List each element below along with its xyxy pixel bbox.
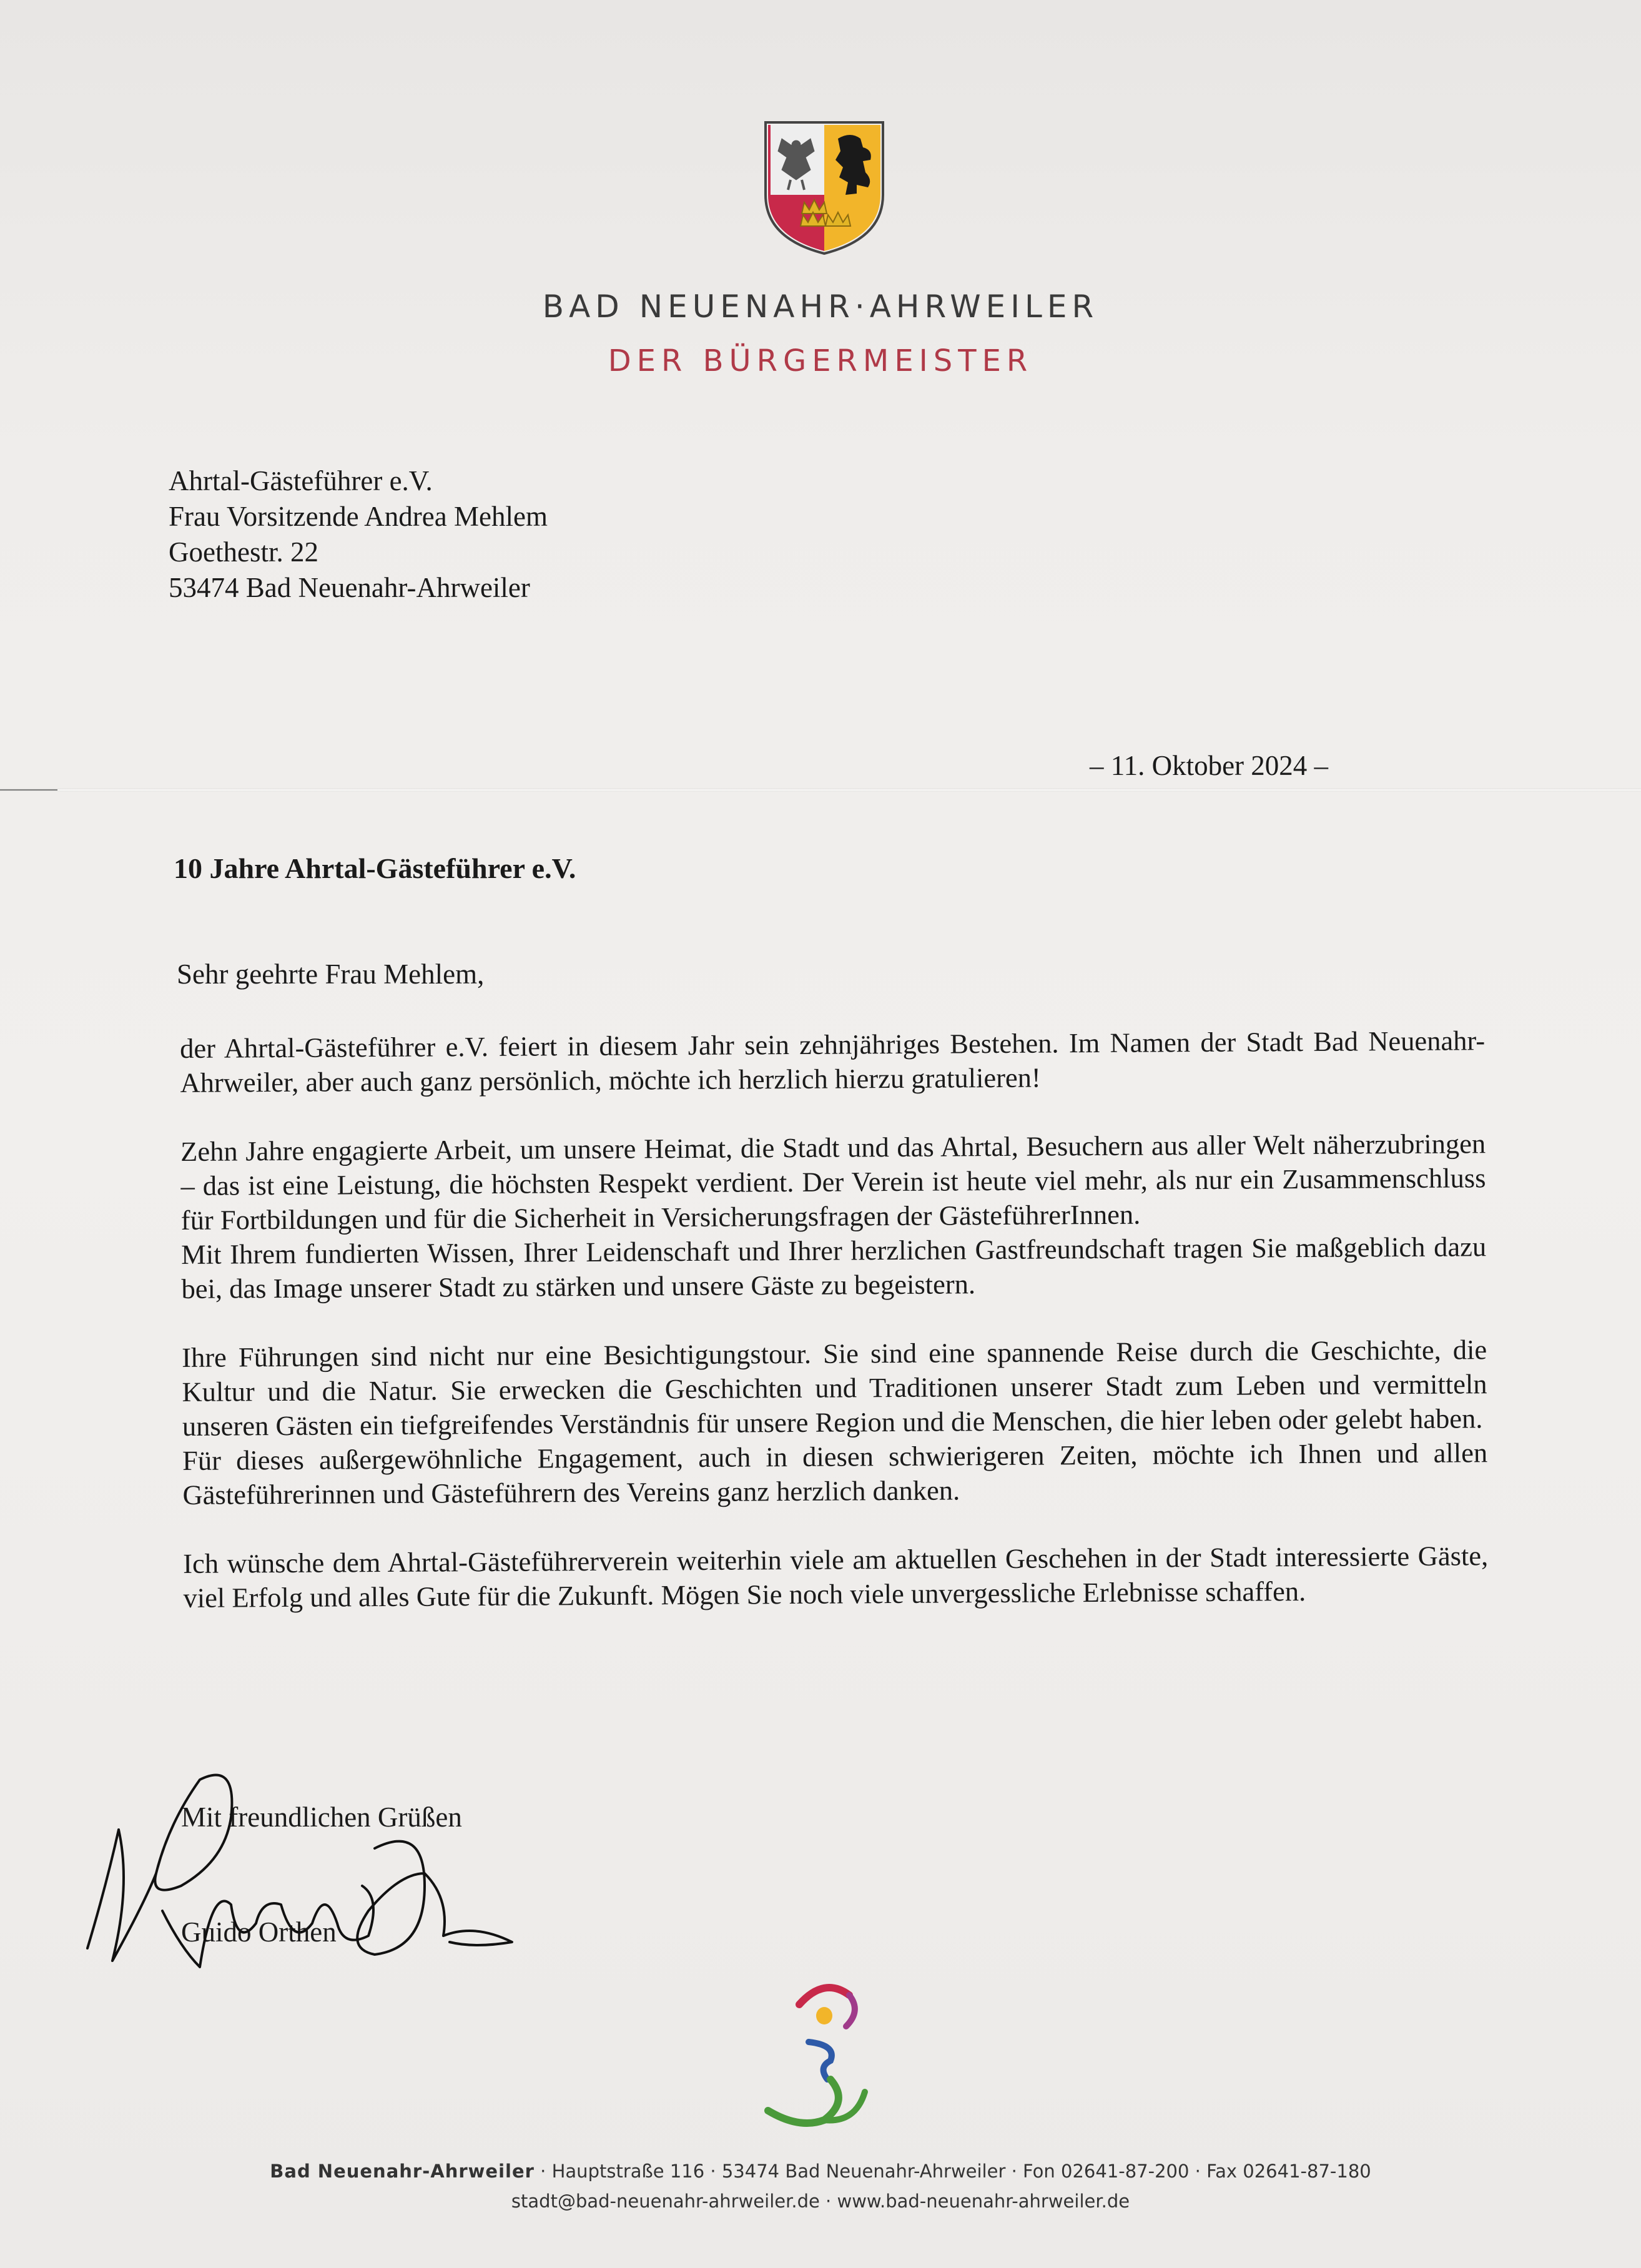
signer-name: Guido Orthen (181, 1916, 337, 1948)
body-paragraph: Ich wünsche dem Ahrtal-Gästeführerverein weiterhin viele am aktuellen Geschehen in der Stadt interessierte Gäste, viel Erfolg und alles Gute für die Zukunft. Mögen Sie noch viele unvergessliche Erlebnisse schaffen. (183, 1540, 1489, 1614)
body-paragraph: Für dieses außergewöhnliche Engagement, auch in diesen schwierigeren Zeiten, möchte ich Ihnen und allen Gästeführerinnen und Gästeführern des Vereins ganz herzlich danken. (182, 1437, 1488, 1511)
city-figure-logo-icon (756, 1980, 893, 2136)
letter-date: – 11. Oktober 2024 – (1090, 750, 1329, 781)
footer-address-text: · Hauptstraße 116 · 53474 Bad Neuenahr-Ahrweiler · Fon 02641-87-200 · Fax 02641-87-180 (534, 2161, 1371, 2182)
coat-of-arms-icon (763, 120, 885, 256)
footer-contact: stadt@bad-neuenahr-ahrweiler.de · www.bad-neuenahr-ahrweiler.de (511, 2191, 1130, 2212)
body-paragraph: Mit Ihrem fundierten Wissen, Ihrer Leidenschaft und Ihrer herzlichen Gastfreundschaft tragen Sie maßgeblich dazu bei, das Image unserer Stadt zu stärken und unsere Gäste zu begeistern. (181, 1231, 1487, 1304)
address-line: Goethestr. 22 (169, 536, 318, 568)
salutation: Sehr geehrte Frau Mehlem, (177, 959, 485, 990)
body-paragraph: der Ahrtal-Gästeführer e.V. feiert in diesem Jahr sein zehnjähriges Bestehen. Im Namen der Stadt Bad Neuenahr-Ahrweiler, aber auch ganz persönlich, möchte ich herzlich hierzu gratulieren! (180, 1025, 1486, 1098)
footer-address (0, 2161, 1641, 2182)
address-line: Ahrtal-Gästeführer e.V. (169, 465, 433, 496)
fold-mark (0, 789, 57, 791)
handwritten-signature (75, 1761, 525, 1998)
paper-fold (0, 788, 1641, 792)
address-line: Frau Vorsitzende Andrea Mehlem (169, 501, 548, 532)
body-paragraph: Zehn Jahre engagierte Arbeit, um unsere Heimat, die Stadt und das Ahrtal, Besuchern aus aller Welt näherzubringen – das ist eine Leistung, die höchsten Respekt verdient. Der Verein ist heute viel mehr, als nur ein Zusammenschluss für Fortbildungen und für die Sicherheit in Versicherungsfragen der GästeführerInnen. (180, 1128, 1486, 1236)
body-paragraph: Ihre Führungen sind nicht nur eine Besichtigungstour. Sie sind eine spannende Reise durch die Geschichte, die Kultur und die Natur. Sie erwecken die Geschichten und Traditionen unserer Stadt zum Leben und vermitteln unseren Gästen ein tiefgreifendes Verständnis für unsere Region und die Menschen, die hier leben oder gelebt haben. (182, 1334, 1487, 1442)
recipient-address (169, 463, 548, 606)
closing-phrase: Mit freundlichen Grüßen (181, 1802, 462, 1833)
footer-brand: Bad Neuenahr-Ahrweiler (270, 2161, 535, 2182)
letter-body (180, 1023, 1489, 1650)
letterhead-city: BAD NEUENAHR·AHRWEILER (542, 288, 1099, 325)
address-line: 53474 Bad Neuenahr-Ahrweiler (169, 572, 530, 603)
letterhead-office: DER BÜRGERMEISTER (608, 343, 1033, 378)
letter-subject: 10 Jahre Ahrtal-Gästeführer e.V. (174, 852, 576, 884)
